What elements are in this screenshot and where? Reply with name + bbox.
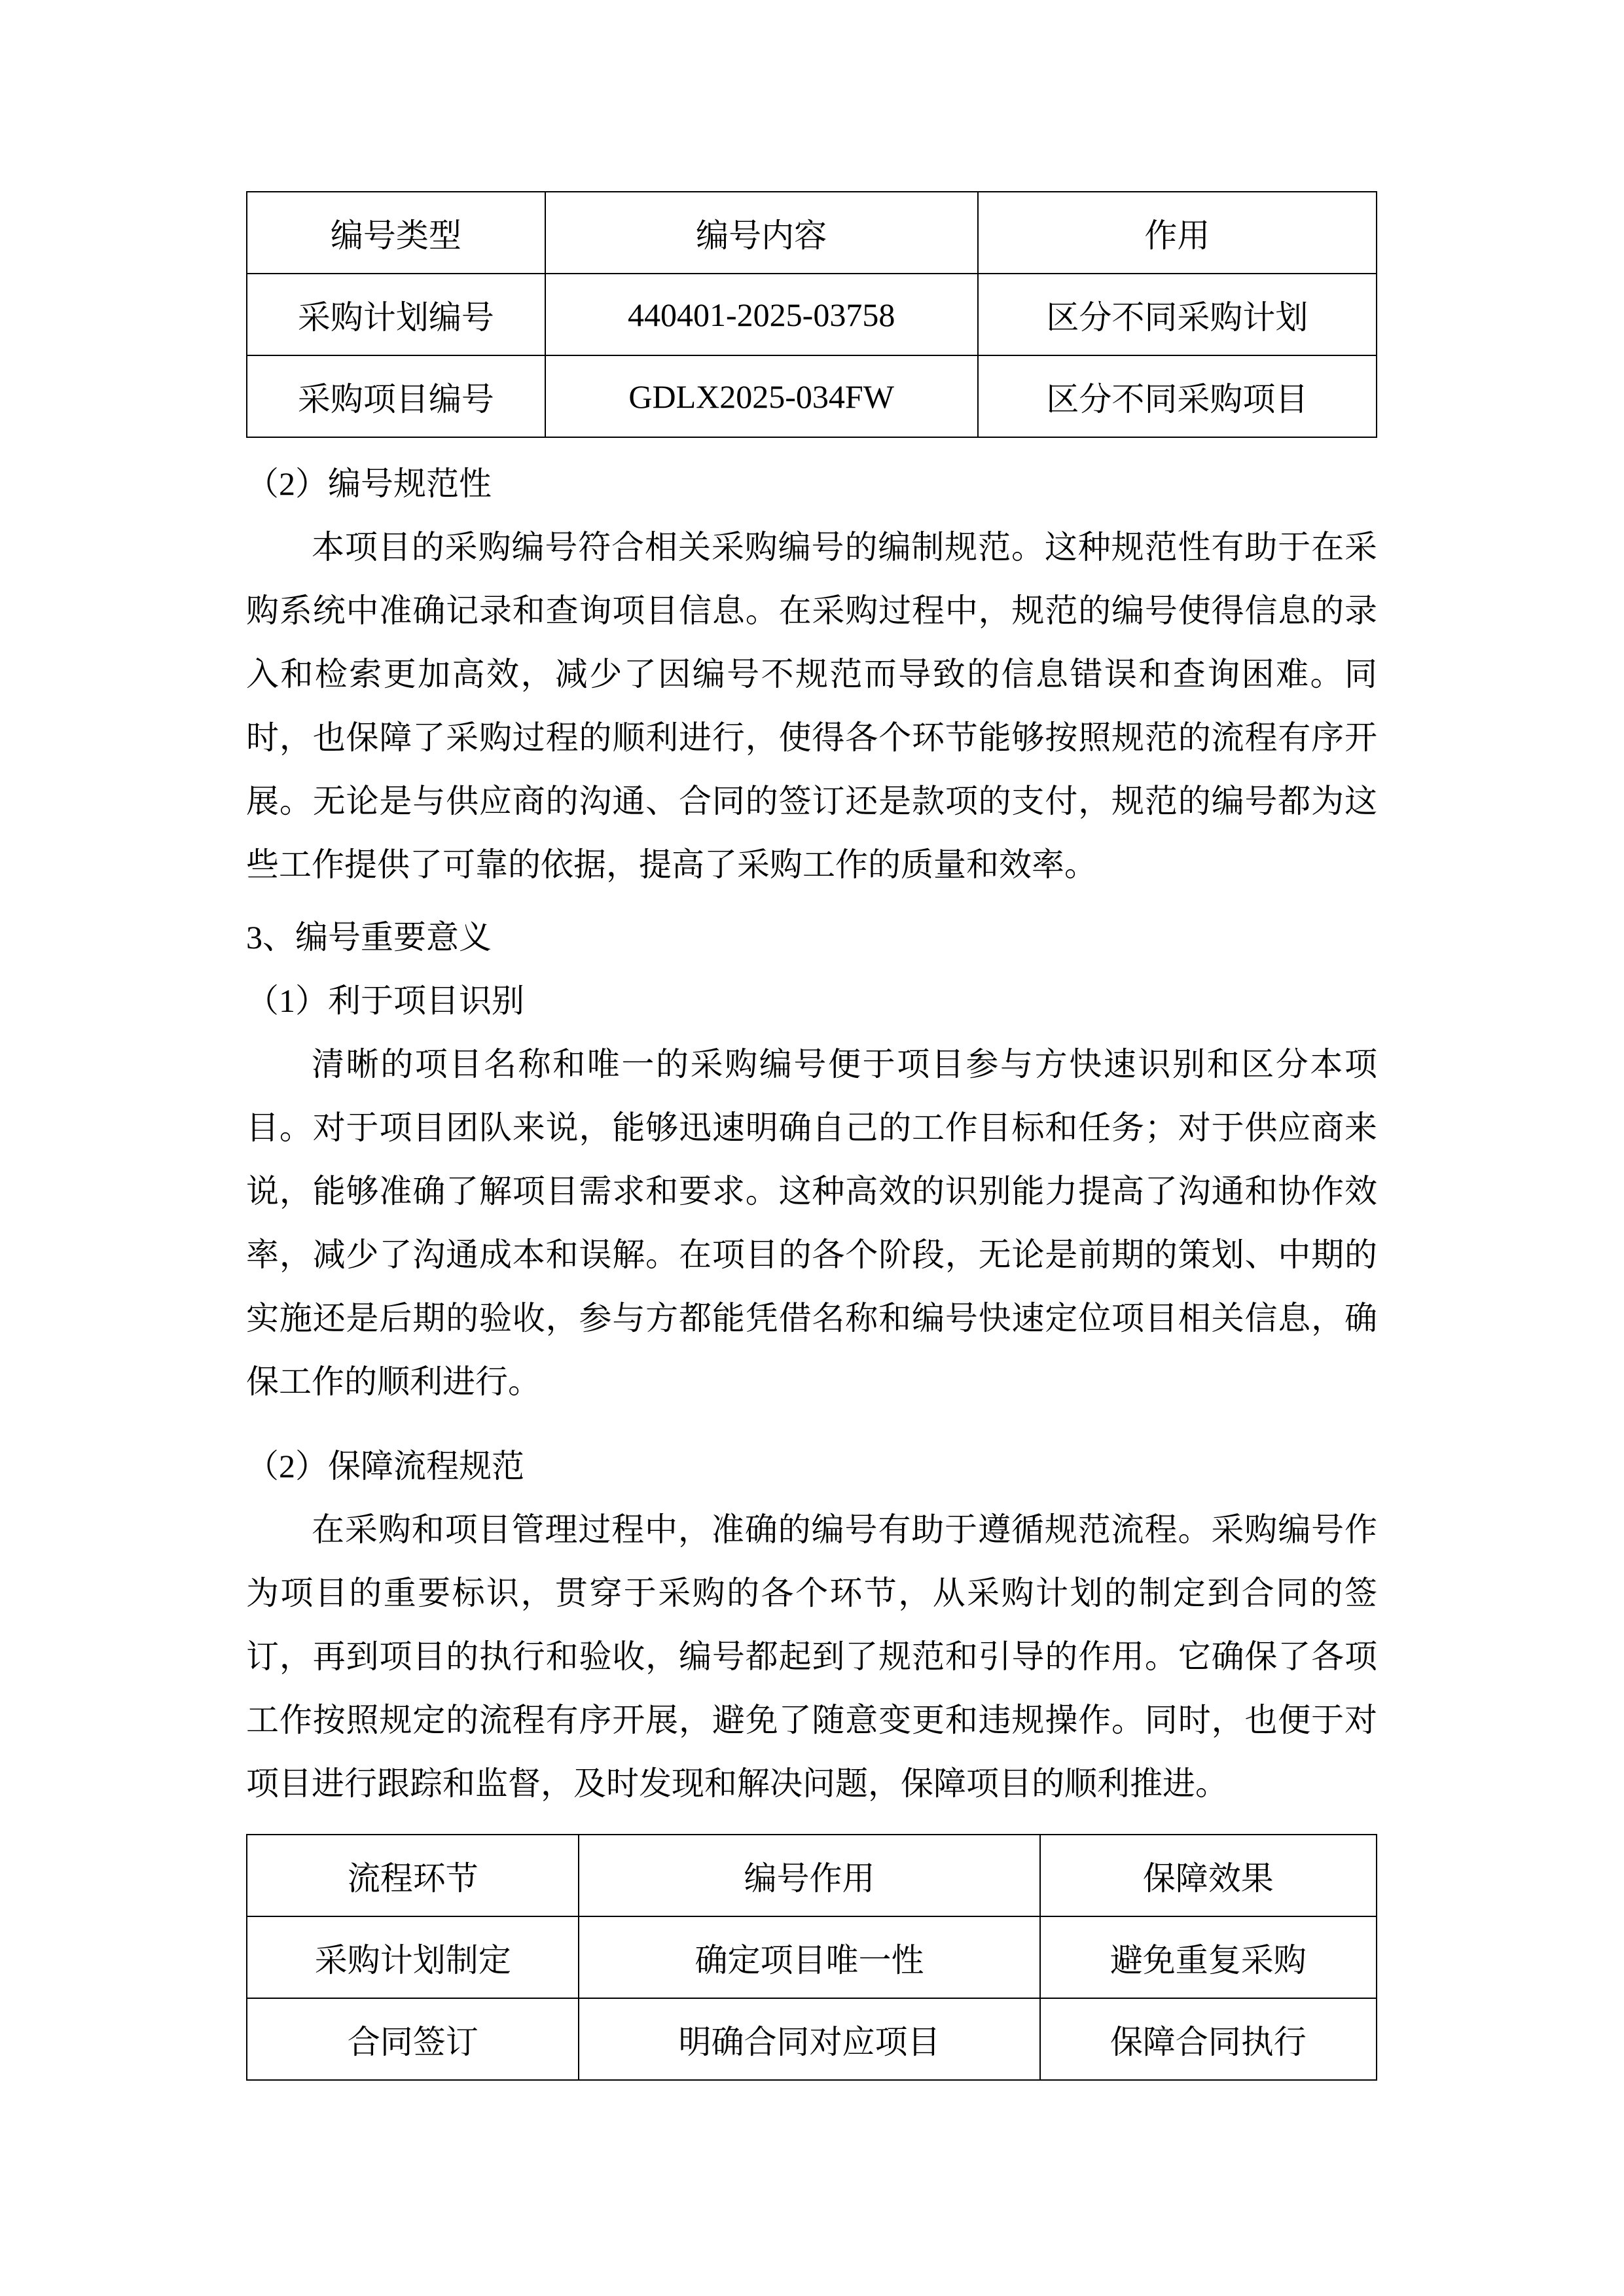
table-cell: 440401-2025-03758 — [545, 274, 978, 355]
numbering-table — [246, 191, 1377, 438]
table-row — [247, 355, 1377, 437]
heading-project-identification: （1）利于项目识别 — [246, 982, 524, 1019]
table-cell: 确定项目唯一性 — [579, 1916, 1039, 1998]
table-row — [247, 274, 1377, 355]
heading-process-standard: （2）保障流程规范 — [246, 1448, 524, 1484]
heading-numbering-standard: （2）编号规范性 — [246, 465, 492, 502]
table-header-row — [247, 192, 1377, 274]
table-cell: 合同签订 — [247, 1998, 579, 2080]
table-header-cell: 作用 — [978, 192, 1377, 274]
table-cell: 采购计划编号 — [247, 274, 545, 355]
process-table — [246, 1834, 1377, 2081]
table-header-cell: 保障效果 — [1040, 1835, 1377, 1916]
table-cell: 采购计划制定 — [247, 1916, 579, 1998]
table-row — [247, 1916, 1377, 1998]
table-header-row — [247, 1835, 1377, 1916]
table-cell: 采购项目编号 — [247, 355, 545, 437]
table-header-cell: 编号类型 — [247, 192, 545, 274]
table-cell: 明确合同对应项目 — [579, 1998, 1039, 2080]
table-cell: 区分不同采购计划 — [978, 274, 1377, 355]
table-header-cell: 编号内容 — [545, 192, 978, 274]
table-cell: 避免重复采购 — [1040, 1916, 1377, 1998]
table-header-cell: 流程环节 — [247, 1835, 579, 1916]
paragraph-project-identification: 清晰的项目名称和唯一的采购编号便于项目参与方快速识别和区分本项目。对于项目团队来说，能够迅速明确自己的工作目标和任务；对于供应商来说，能够准确了解项目需求和要求。这种高效的识别能力提高了沟通和协作效率，减少了沟通成本和误解。在项目的各个阶段，无论是前期的策划、中期的实施还是后期的验收，参与方都能凭借名称和编号快速定位项目相关信息，确保工作的顺利进行。 — [246, 1046, 1377, 1400]
paragraph-numbering-standard: 本项目的采购编号符合相关采购编号的编制规范。这种规范性有助于在采购系统中准确记录和查询项目信息。在采购过程中，规范的编号使得信息的录入和检索更加高效，减少了因编号不规范而导致的信息错误和查询困难。同时，也保障了采购过程的顺利进行，使得各个环节能够按照规范的流程有序开展。无论是与供应商的沟通、合同的签订还是款项的支付，规范的编号都为这些工作提供了可靠的依据，提高了采购工作的质量和效率。 — [246, 529, 1377, 883]
table-header-cell: 编号作用 — [579, 1835, 1039, 1916]
paragraph-process-standard: 在采购和项目管理过程中，准确的编号有助于遵循规范流程。采购编号作为项目的重要标识，贯穿于采购的各个环节，从采购计划的制定到合同的签订，再到项目的执行和验收，编号都起到了规范和引导的作用。它确保了各项工作按照规定的流程有序开展，避免了随意变更和违规操作。同时，也便于对项目进行跟踪和监督，及时发现和解决问题，保障项目的顺利推进。 — [246, 1511, 1377, 1802]
table-cell: 区分不同采购项目 — [978, 355, 1377, 437]
heading-numbering-significance: 3、编号重要意义 — [246, 919, 492, 956]
table-cell: 保障合同执行 — [1040, 1998, 1377, 2080]
table-row — [247, 1998, 1377, 2080]
table-cell: GDLX2025-034FW — [545, 355, 978, 437]
